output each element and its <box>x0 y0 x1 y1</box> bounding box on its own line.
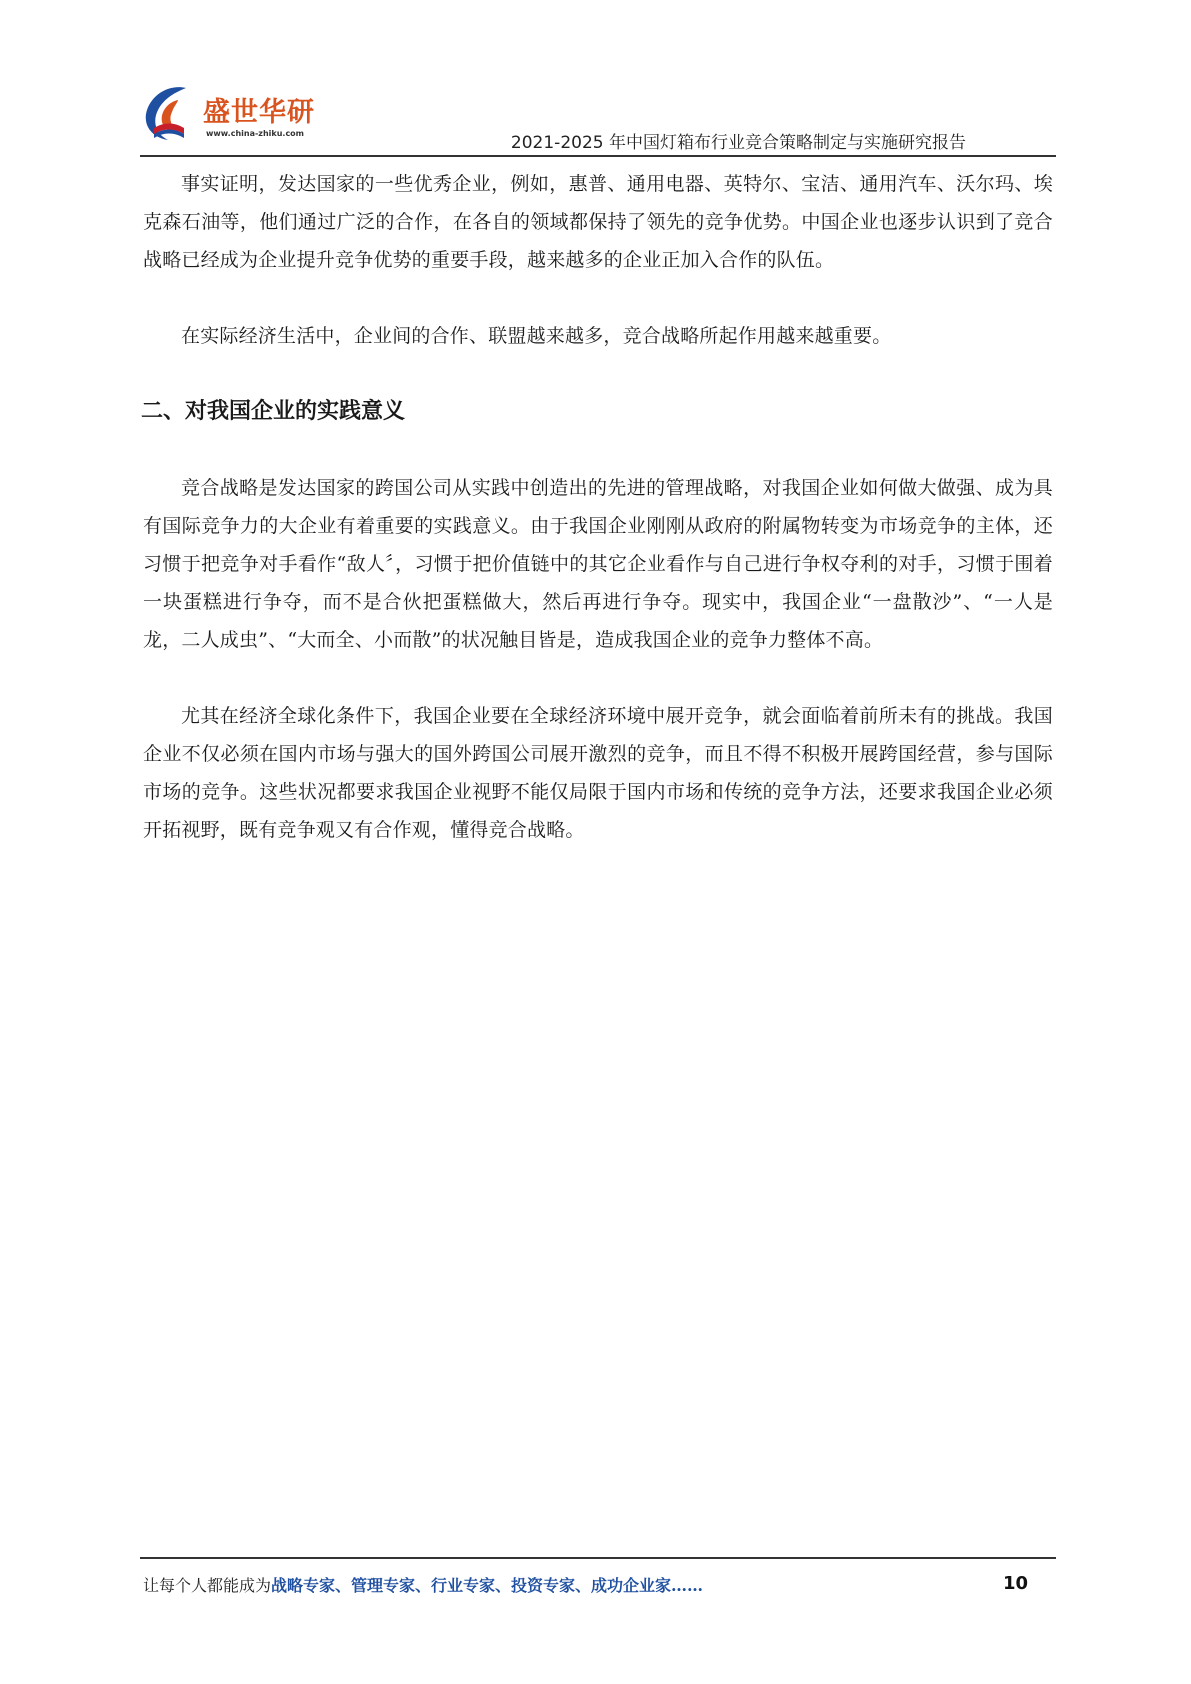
page-number: 10 <box>1002 1573 1028 1594</box>
brand-url: www.china-zhiku.com <box>206 129 305 138</box>
footer-slogan-highlight: 战略专家、管理专家、行业专家、投资专家、成功企业家…… <box>271 1576 704 1595</box>
page-header <box>0 0 1191 160</box>
brand-emblem-icon <box>140 82 202 144</box>
paragraph-3: 竞合战略是发达国家的跨国公司从实践中创造出的先进的管理战略，对我国企业如何做大做强、成为具有国际竞争力的大企业有着重要的实践意义。由于我国企业刚刚从政府的附属物转变为市场竞争的主体，还习惯于把竞争对手看作“敌人〞，习惯于把价值链中的其它企业看作与自己进行争权夺利的对手，习惯于围着一块蛋糕进行争夺，而不是合伙把蛋糕做大，然后再进行争夺。现实中，我国企业“一盘散沙”、“一人是龙，二人成虫”、“大而全、小而散”的状况触目皆是，造成我国企业的竞争力整体不高。 <box>143 477 1053 651</box>
section-heading: 二、对我国企业的实践意义 <box>141 399 406 424</box>
page-footer <box>143 1573 1053 1603</box>
footer-divider <box>140 1557 1056 1559</box>
brand-name: 盛世华研 <box>203 97 315 128</box>
page-content <box>143 165 1053 887</box>
paragraph-2: 在实际经济生活中，企业间的合作、联盟越来越多，竞合战略所起作用越来越重要。 <box>181 325 892 347</box>
header-divider <box>140 155 1056 157</box>
paragraph-4: 尤其在经济全球化条件下，我国企业要在全球经济环境中展开竞争，就会面临着前所未有的挑战。我国企业不仅必须在国内市场与强大的国外跨国公司展开激烈的竞争，而且不得不积极开展跨国经营，参与国际市场的竞争。这些状况都要求我国企业视野不能仅局限于国内市场和传统的竞争方法，还要求我国企业必须开拓视野，既有竞争观又有合作观，懂得竞合战略。 <box>143 705 1053 841</box>
footer-slogan-lead: 让每个人都能成为 <box>143 1576 272 1595</box>
brand-logo <box>140 82 320 148</box>
paragraph-1: 事实证明，发达国家的一些优秀企业，例如，惠普、通用电器、英特尔、宝洁、通用汽车、沃尔玛、埃克森石油等，他们通过广泛的合作，在各自的领域都保持了领先的竞争优势。中国企业也逐步认识到了竞合战略已经成为企业提升竞争优势的重要手段，越来越多的企业正加入合作的队伍。 <box>143 173 1053 271</box>
report-title: 2021-2025 年中国灯箱布行业竞合策略制定与实施研究报告 <box>510 133 966 153</box>
